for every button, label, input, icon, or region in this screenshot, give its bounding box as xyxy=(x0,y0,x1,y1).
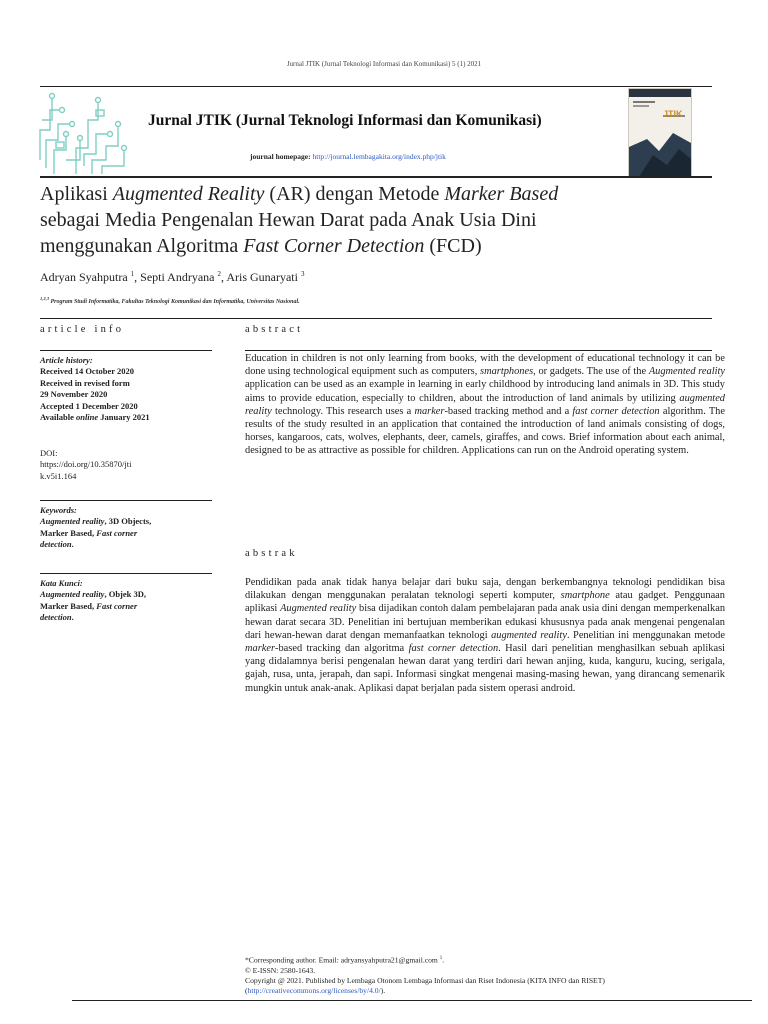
keywords-label: Keywords: xyxy=(40,505,77,515)
corresponding-mark: 1 xyxy=(439,956,443,961)
cover-brand-text: JTIK xyxy=(663,109,683,119)
abstract-term: augmented reality xyxy=(245,392,725,417)
kata-kunci-label: Kata Kunci: xyxy=(40,578,83,588)
issn: © E-ISSN: 2580-1643. xyxy=(245,965,316,975)
keyword: detection xyxy=(40,539,72,550)
abstract-body xyxy=(245,352,725,458)
abstract-text: , or gadgets. The use of the xyxy=(533,366,649,378)
keywords-rule xyxy=(40,500,212,501)
kata-kunci-text: Marker Based, xyxy=(40,600,97,611)
available-online-text: online xyxy=(75,412,99,423)
abstract-text: algorithm. The results of the study resulted in an application that contained the introduction of land animals consisting of dogs, horses, kangaroos, cats, wolves, elephants, deer, camels, giraffes, and cows. Brief information about each animal, designed to be as attractive as possible for children. Applications can run on the Android operating system. xyxy=(245,405,725,457)
author-affiliation-mark: 1 xyxy=(130,270,135,278)
doi-link[interactable]: https://doi.org/10.35870/jti xyxy=(40,459,132,470)
abstract-term: smartphones xyxy=(480,366,534,378)
homepage-label: journal homepage: xyxy=(250,152,311,161)
author-affiliation-mark: 3 xyxy=(300,270,305,278)
abstract-heading: abstract xyxy=(245,324,304,335)
abstract-term: fast corner detection xyxy=(572,405,660,417)
footnote-block xyxy=(245,954,745,996)
license xyxy=(245,986,745,996)
title-text: sebagai Media Pengenalan Hewan Darat pada Anak Usia Dini xyxy=(40,209,537,231)
license-text: ( xyxy=(245,986,248,996)
doi-link-continued[interactable]: k.v5i1.164 xyxy=(40,470,77,481)
affiliation xyxy=(40,296,300,305)
circuit-logo-icon xyxy=(36,90,132,176)
title-text: (FCD) xyxy=(424,235,482,257)
keyword-text: . xyxy=(71,539,74,550)
copyright: Copyright @ 2021. Published by Lembaga Otonom Lembaga Informasi dan Riset Indonesia (KITA INFO dan RISET) xyxy=(245,975,605,985)
abstract-term: marker xyxy=(414,405,445,417)
doi-block xyxy=(40,448,212,482)
kata-kunci: Augmented reality xyxy=(40,589,105,600)
corresponding-text: . xyxy=(442,955,445,965)
kata-kunci-rule xyxy=(40,573,212,574)
author-list: Adryan Syahputra $^1$, Septi Andryana $^2$, Aris Gunaryati $^3$ xyxy=(40,270,305,284)
affiliation-rule xyxy=(40,318,712,319)
history-label: Article history: xyxy=(40,355,93,365)
title-text: Aplikasi xyxy=(40,183,113,205)
abstrak-text: Pendidikan pada anak tidak hanya belajar dari buku saja, dengan berkembangnya teknologi pendidikan bisa dilakukan dengan menggunakan peralatan teknologi seperti komputer, xyxy=(245,577,725,602)
journal-homepage xyxy=(250,152,446,161)
abstrak-text: atau gadget. Penggunaan aplikasi xyxy=(245,590,725,615)
abstract-text: Education in children is not only learning from books, with the development of educational technology it can be done using technological equipment such as computers, xyxy=(245,353,725,378)
kata-kunci: Fast corner xyxy=(96,600,138,611)
header-top-rule xyxy=(40,86,712,87)
abstract-text: -based tracking method and a xyxy=(444,405,573,417)
corresponding-text: *Corresponding author. Email: adryansyahputra21@gmail.com xyxy=(245,955,438,965)
license-text: ). xyxy=(380,986,386,996)
abstrak-heading: abstrak xyxy=(245,548,298,559)
cover-art-icon xyxy=(629,89,691,177)
abstrak-text: . Hasil dari penelitian menghasilkan sebuah aplikasi yang didalamnya berisi pengenalan hewan darat yang terdiri dari hewan anjing, kuda, kanguru, kucing, serigala, gajah, rusa, unta, jerapah, dan sapi. Informasi singkat mengenai masing-masing hewan, yang dirancang semenarik mungkin untuk anak-anak. Aplikasi dapat berjalan pada sistem operasi android. xyxy=(245,643,726,694)
title-text-italic: Marker Based xyxy=(444,183,559,205)
abstract-text: technology. This research uses a xyxy=(271,405,415,417)
received-date: Received 14 October 2020 xyxy=(40,366,135,377)
journal-logo xyxy=(36,90,132,176)
title-text: menggunakan Algoritma xyxy=(40,235,244,257)
keyword-text: Marker Based, xyxy=(40,527,97,538)
author-name: Aris Gunaryati xyxy=(226,270,298,284)
revised-date: 29 November 2020 xyxy=(40,389,108,400)
abstrak-term: marker xyxy=(245,643,276,655)
running-head: Jurnal JTIK (Jurnal Teknologi Informasi dan Komunikasi) 5 (1) 2021 xyxy=(286,60,482,68)
abstract-text: application can be used as an example in learning in early childhood by introducing land animals in 3D. This study aims to provide education, especially to children, about the introduction of land animals by utilizing xyxy=(245,379,725,404)
abstrak-term: Augmented reality xyxy=(280,603,357,615)
abstract-rule xyxy=(245,350,712,351)
header-bottom-rule xyxy=(40,176,712,178)
article-info-heading: article info xyxy=(40,324,125,335)
abstract-term: Augmented reality xyxy=(648,366,725,378)
abstrak-term: smartphone xyxy=(560,590,610,602)
accepted-date: Accepted 1 December 2020 xyxy=(40,400,138,411)
revised-label: Received in revised form xyxy=(40,377,130,388)
author-name: Septi Andryana xyxy=(140,270,215,284)
affiliation-mark: 1,2,3 xyxy=(40,296,49,301)
license-link[interactable]: http://creativecommons.org/licenses/by/4.0/ xyxy=(247,986,381,996)
footer-rule xyxy=(72,1000,752,1001)
kata-kunci-text: . xyxy=(71,612,74,623)
title-text-italic: Fast Corner Detection xyxy=(243,235,425,257)
article-info-rule xyxy=(40,350,212,351)
keyword: Augmented reality xyxy=(40,516,105,527)
available-text: January 2021 xyxy=(98,412,150,423)
title-text: (AR) dengan Metode xyxy=(264,183,445,205)
corresponding-author xyxy=(245,954,745,966)
kata-kunci-block xyxy=(40,578,212,624)
journal-name: Jurnal JTIK (Jurnal Teknologi Informasi dan Komunikasi) xyxy=(148,112,542,129)
abstrak-text: bisa dijadikan contoh dalam pembelajaran pada anak usia dini dengan memperkenalkan hewan darat secara 3D. Penelitian ini bertujuan memberikan edukasi khususnya pada anak mengenai pengenalan dari hewan-hewan darat dengan memanfaatkan teknologi xyxy=(245,603,726,641)
abstrak-term: fast corner detection xyxy=(408,643,499,655)
kata-kunci: detection xyxy=(40,612,72,623)
paper-title xyxy=(40,181,680,259)
abstrak-body xyxy=(245,576,725,695)
doi-label: DOI: xyxy=(40,448,58,458)
journal-cover-thumbnail xyxy=(628,88,692,178)
keyword: Fast corner xyxy=(96,527,138,538)
abstrak-text: . Penelitian ini menggunakan metode xyxy=(566,629,725,641)
available-date xyxy=(40,412,212,423)
abstrak-term: augmented reality xyxy=(491,629,567,641)
keywords-block xyxy=(40,505,212,551)
title-text-italic: Augmented Reality xyxy=(112,183,265,205)
available-text: Available xyxy=(40,412,76,423)
homepage-link[interactable]: http://journal.lembagakita.org/index.php/jtik xyxy=(312,152,446,161)
affiliation-text: Program Studi Informatika, Fakultas Teknologi Komunikasi dan Informatika, Universitas Nasional. xyxy=(50,299,300,305)
kata-kunci-text: , Objek 3D, xyxy=(104,589,147,600)
keyword-text: , 3D Objects, xyxy=(104,516,152,527)
author-name: Adryan Syahputra xyxy=(40,270,128,284)
abstrak-text: -based tracking dan algoritma xyxy=(275,643,409,655)
article-history xyxy=(40,355,212,423)
author-affiliation-mark: 2 xyxy=(217,270,221,278)
